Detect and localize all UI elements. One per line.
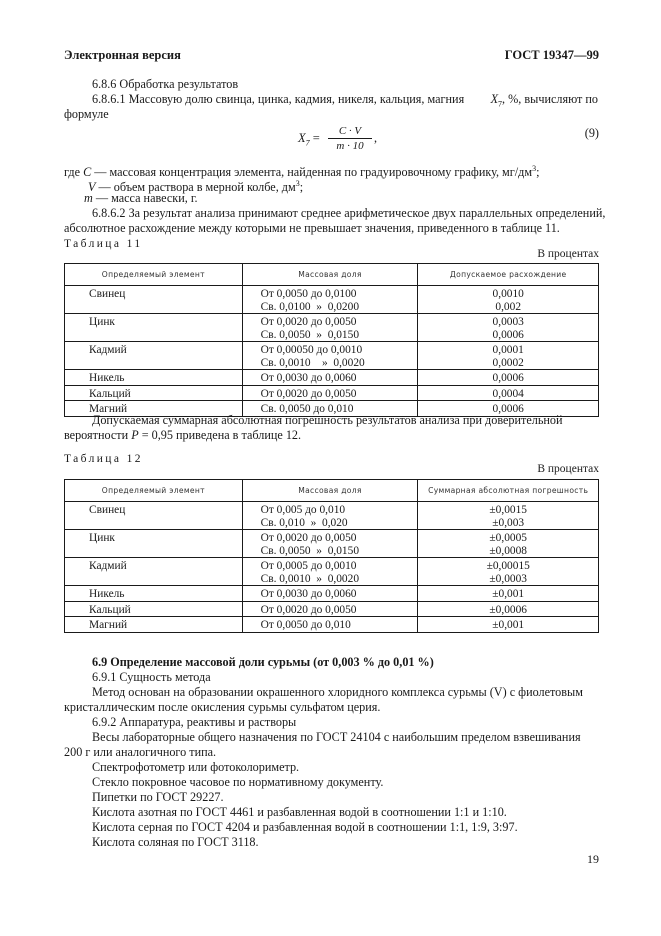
section-6-9: 6.9 Определение массовой доли сурьмы (от 0,003 % до 0,01 %) — [92, 655, 434, 669]
variable-x: X — [490, 92, 499, 106]
mass-range-line: От 0,0020 до 0,0050 — [260, 387, 357, 400]
cell-element: Кадмий — [65, 342, 243, 370]
value-line: ±0,001 — [492, 588, 525, 600]
mass-range-line: От 0,0050 до 0,010 — [260, 619, 351, 631]
mass-range-line: От 0,0030 до 0,0060 — [260, 588, 357, 600]
value-line: 0,0002 — [492, 356, 524, 369]
mass-range-line: От 0,0020 до 0,0050 — [260, 532, 357, 544]
value-line: 0,0001 — [492, 344, 524, 356]
formula-9 — [300, 124, 380, 160]
table-11-header-tolerance: Допускаемое расхождение — [418, 264, 599, 286]
cell-value — [418, 617, 599, 633]
table-11-unit: В процентах — [537, 248, 599, 260]
cell-mass-fraction — [242, 286, 418, 314]
mass-range-line: Св. 0,010 » 0,020 — [260, 516, 348, 529]
paragraph-6-8-6-1-tail: , %, вычисляют по — [502, 92, 598, 106]
equipment-item: Стекло покровное часовое по нормативному документу. — [92, 775, 384, 789]
mass-range-line: От 0,0020 до 0,0050 — [260, 603, 357, 616]
table-12 — [64, 479, 599, 633]
value-line: 0,002 — [495, 300, 522, 313]
cell-mass-fraction — [242, 314, 418, 342]
cell-value — [418, 502, 599, 530]
cell-value — [418, 586, 599, 602]
cell-element: Магний — [65, 401, 243, 417]
cell-mass-fraction — [242, 586, 418, 602]
table-row — [65, 314, 599, 342]
table-row — [65, 601, 599, 617]
cell-element: Кальций — [65, 385, 243, 401]
value-line: 0,0006 — [492, 328, 524, 341]
cell-value — [418, 385, 599, 401]
formula-fraction — [328, 124, 372, 153]
table-row — [65, 502, 599, 530]
paragraph-6-9-1-line1: Метод основан на образовании окрашенного хлоридного комплекса сурьмы (V) с фиолетовым — [92, 685, 583, 699]
mass-range-line: От 0,0030 до 0,0060 — [260, 372, 357, 384]
table-row — [65, 370, 599, 386]
section-6-8-6: 6.8.6 Обработка результатов — [92, 77, 239, 91]
table-row — [65, 586, 599, 602]
table-row — [65, 558, 599, 586]
page-number: 19 — [587, 852, 599, 866]
table-11-header-mass: Массовая доля — [242, 264, 418, 286]
paragraph-scales-line1: Весы лабораторные общего назначения по ГОСТ 24104 с наибольшим пределом взвешивания — [92, 730, 581, 744]
cell-mass-fraction — [242, 617, 418, 633]
table-row — [65, 617, 599, 633]
value-line: ±0,001 — [492, 619, 525, 631]
table-12-caption: Таблица 12 — [64, 453, 143, 465]
paragraph-sum-error-line1: Допускаемая суммарная абсолютная погрешность результатов анализа при доверительной — [92, 413, 563, 427]
cell-value — [418, 370, 599, 386]
paragraph-scales-line2: 200 г или аналогичного типа. — [64, 745, 217, 759]
cell-element: Цинк — [65, 314, 243, 342]
paragraph-6-9-1-line2: кристаллическим после окисления сурьмы сульфатом церия. — [64, 700, 381, 714]
mass-range-line: Св. 0,0010 » 0,0020 — [260, 572, 360, 585]
cell-mass-fraction — [242, 558, 418, 586]
cell-mass-fraction — [242, 370, 418, 386]
cell-value — [418, 558, 599, 586]
table-12-header-row — [65, 480, 599, 502]
cell-mass-fraction — [242, 601, 418, 617]
value-line: ±0,0005 — [489, 532, 527, 544]
cell-value — [418, 314, 599, 342]
cell-element: Цинк — [65, 530, 243, 558]
paragraph-sum-error-line2: вероятности P = 0,95 приведена в таблице 12. — [64, 428, 302, 442]
paragraph-6-8-6-2-line1: 6.8.6.2 За результат анализа принимают среднее арифметическое двух параллельных определений, — [92, 206, 606, 220]
formula-comma: , — [374, 131, 378, 145]
equipment-item: Спектрофотометр или фотоколориметр. — [92, 760, 300, 774]
mass-range-line: Св. 0,0050 » 0,0150 — [260, 544, 360, 557]
cell-element: Кальций — [65, 601, 243, 617]
equipment-item: Кислота серная по ГОСТ 4204 и разбавленная водой в соотношении 1:1, 1:9, 3:97. — [92, 820, 518, 834]
mass-range-line: Св. 0,0050 » 0,0150 — [260, 328, 360, 341]
value-line: 0,0006 — [492, 372, 524, 384]
formula-denominator: m · 10 — [328, 138, 372, 153]
cell-element: Никель — [65, 586, 243, 602]
cell-element: Кадмий — [65, 558, 243, 586]
cell-value — [418, 286, 599, 314]
value-line: ±0,0003 — [489, 572, 527, 585]
equipment-item: Кислота азотная по ГОСТ 4461 и разбавленная водой в соотношении 1:1 и 1:10. — [92, 805, 507, 819]
value-line: ±0,0015 — [489, 504, 527, 516]
value-line: ±0,0006 — [489, 603, 527, 616]
variable-x-subscript: 7 — [498, 99, 503, 109]
cell-value — [418, 601, 599, 617]
table-row — [65, 286, 599, 314]
table-12-header-mass: Массовая доля — [242, 480, 418, 502]
value-line: 0,0003 — [492, 316, 524, 328]
equipment-item: Кислота соляная по ГОСТ 3118. — [92, 835, 259, 849]
mass-range-line: От 0,0005 до 0,0010 — [260, 560, 357, 572]
paragraph-6-8-6-1-text: 6.8.6.1 Массовую долю свинца, цинка, кадмия, никеля, кальция, магния — [92, 92, 465, 106]
table-row — [65, 530, 599, 558]
mass-range-line: От 0,005 до 0,010 — [260, 504, 346, 516]
where-m: m — масса навески, г. — [84, 191, 198, 205]
table-12-header-error: Суммарная абсолютная погрешность — [418, 480, 599, 502]
where-v: V — объем раствора в мерной колбе, $дм^3$; — [88, 179, 304, 195]
mass-range-line: Св. 0,0050 до 0,010 — [260, 403, 354, 415]
cell-mass-fraction — [242, 502, 418, 530]
value-line: ±0,0008 — [489, 544, 527, 557]
header-standard: ГОСТ 19347—99 — [504, 48, 599, 62]
mass-range-line: От 0,0020 до 0,0050 — [260, 316, 357, 328]
formula-lhs: $X_7$ = — [298, 131, 320, 148]
cell-value — [418, 342, 599, 370]
formula-numerator: C · V — [338, 125, 362, 137]
where-c: где C — массовая концентрация элемента, найденная по градуировочному графику, $мг/дм^3$; — [64, 164, 540, 180]
table-row — [65, 342, 599, 370]
formula-number: (9) — [584, 126, 599, 140]
cell-element: Свинец — [65, 502, 243, 530]
value-line: ±0,003 — [492, 516, 525, 529]
equipment-item: Пипетки по ГОСТ 29227. — [92, 790, 224, 804]
cell-mass-fraction — [242, 385, 418, 401]
value-line: 0,0004 — [492, 387, 524, 400]
paragraph-6-8-6-2-line2: абсолютное расхождение между которыми не превышает значения, приведенного в таблице 11. — [64, 221, 560, 235]
value-line: ±0,00015 — [486, 560, 530, 572]
cell-element: Свинец — [65, 286, 243, 314]
table-row — [65, 385, 599, 401]
section-6-9-1: 6.9.1 Сущность метода — [92, 670, 211, 684]
table-11 — [64, 263, 599, 417]
mass-range-line: Св. 0,0100 » 0,0200 — [260, 300, 360, 313]
mass-range-line: От 0,00050 до 0,0010 — [260, 344, 363, 356]
cell-element: Магний — [65, 617, 243, 633]
paragraph-6-8-6-1-cont: формуле — [64, 107, 109, 121]
cell-mass-fraction — [242, 530, 418, 558]
cell-value — [418, 530, 599, 558]
value-line: 0,0006 — [492, 403, 524, 415]
mass-range-line: Св. 0,0010 » 0,0020 — [260, 356, 365, 369]
mass-range-line: От 0,0050 до 0,0100 — [260, 288, 357, 300]
header-edition: Электронная версия — [64, 48, 181, 62]
table-11-header-row — [65, 264, 599, 286]
table-11-header-element: Определяемый элемент — [65, 264, 243, 286]
section-6-9-2: 6.9.2 Аппаратура, реактивы и растворы — [92, 715, 297, 729]
table-11-caption: Таблица 11 — [64, 238, 143, 250]
table-12-unit: В процентах — [537, 463, 599, 475]
value-line: 0,0010 — [492, 288, 524, 300]
cell-element: Никель — [65, 370, 243, 386]
cell-mass-fraction — [242, 342, 418, 370]
table-12-header-element: Определяемый элемент — [65, 480, 243, 502]
paragraph-6-8-6-1 — [92, 92, 598, 111]
